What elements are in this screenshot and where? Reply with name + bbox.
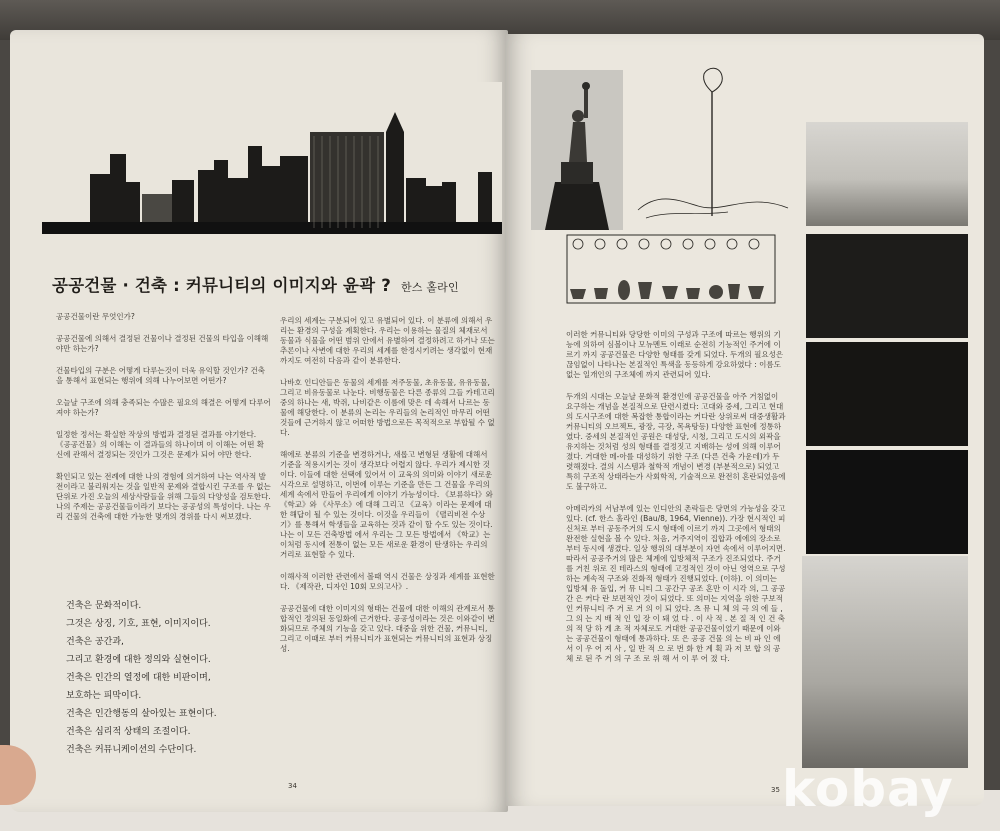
paragraph: 아메리카의 서남부에 있는 인디안의 촌락들은 당면의 가능성을 갖고 있다. (cf. 한스 홀라인 (Bau/8, 1964, Vienne)). 가장 현시적인 피신처로 부터 공동주거의 도시 형태에 이르기 까지 그곳에서 형태의 완전한 실현을 볼 수 있다. 처음, 거주지역이 집합과 에에의 장소로부터 동시에 생겼다. 일상 행위의 대부분이 자연 속에서 이루어지면. 따라서 공공주거의 많은 체계에 입방체적 구조가 진조되었다. 주거를 거친 위로 진 테라스의 형태에 고정적인 것이 아닌 영역으로 구성하는 계속적 구조와 진화적 형태가 진행되었다. (이하). 이 의미는 입방체 유 돌입, 커 뮤 니티 그 공간구 공조 혼만 이 시각 의, 그 공공간 은 커다 란 보편적인 것이 되었다. 또 의미는 지역을 위한 구보적인 커뮤니티 주 거 로 거 의 이 되 었다. 츠 뮤 니 체 의 극 의 에 들 , 그 의 는 지 배 적 인 입 장 이 돼 었 다 . 이 사 적 . 본 질 적 인 건 축 의 적 당 하 게 초 적 자체로도 거대한 공공건물이었기 때문에 이와는 공공건물이 형태에 통과하다. 또 은 공공 건물 의 는 비 파 인 에 서 이 우 어 져 사 , 일 반 적 으 로 번 화 한 계 획 과 저 보 합 의 공 체 로 된 주 거 의 구 조 로 위 해 서 이 루 어 졌 다. [566, 504, 786, 663]
page-number-left: 34 [288, 782, 297, 790]
statement: 건축은 인간행동의 살아있는 표현이다. [66, 709, 217, 719]
statement: 그것은 상징, 기호, 표현, 이미지이다. [66, 619, 211, 629]
statement: 건축은 공간과, [66, 637, 124, 647]
pillar-sculpture-photo [802, 556, 968, 768]
statement: 건축은 커뮤니케이션의 수단이다. [66, 745, 197, 755]
article-headline [52, 272, 512, 296]
paragraph: 건물타입의 구분은 어떻게 다루는것이 더욱 유익할 것인가? 건축을 통해서 표현되는 행위에 의해 나누어보면 어떤가? [56, 366, 266, 385]
author-name: 한스 홀라인 [400, 281, 459, 294]
skyline-photo [42, 82, 502, 234]
paragraph: 공공건물에 의해서 결정된 건물이나 결정된 건물의 타입을 이해해야만 하는가? [56, 334, 269, 353]
paragraph: 공공건물에 대한 이미지의 형태는 건물에 대한 이해의 관계로서 통합적인 정의된 동일화에 근거한다. 공공성이라는 것은 이와같이 변화되므로 주체의 기능을 갖고 있다. 대중을 위한 건물, 커뮤니티, 그리고 이때로 부터 커뮤니티가 표현되는 커뮤니티의 표현과 상징성. [280, 604, 495, 653]
watermark: kobay [782, 760, 954, 818]
middle-column [280, 316, 495, 666]
right-column [566, 330, 786, 676]
statement: 보호하는 피막이다. [66, 691, 142, 701]
paragraph: 일정한 정서는 확실한 작상의 방법과 결정된 결과를 야기한다. 《공공건물》의 이해는 이 결과들의 하나이며 이 이해는 어떤 확신에 관해서 결정되는 것인가 그것은 문제가 되어 야만 한다. [56, 430, 264, 459]
statement: 그리고 환경에 대한 정의와 실현이다. [66, 655, 211, 665]
paragraph: 이해사적 이러한 관련에서 볼때 역시 건물은 상징과 세계를 표현한다. 《제작관, 디자인 10회 모의고사》. [280, 572, 495, 591]
statue-of-liberty-photo [531, 70, 623, 230]
statement: 건축은 문화적이다. [66, 601, 142, 611]
paragraph: 확인되고 있는 전례에 대한 나의 경험에 의거하여 나는 역사적 발전이라고 불리워지는 것을 일반적 문제와 결합시킨 구조를 우 없는 단위로 가진 오늘의 세상사람들을 위해 그들의 다양성을 검토한다. 나의 주제는 공공건물들이라기 보다는 공공성의 특성이다. 나는 우리 건물의 건축에 대한 가능한 몇개의 경위를 다시 써보겠다. [56, 472, 271, 521]
paragraph: 해에로 분류의 기준을 변경하거나, 새롭고 변형된 생활에 대해서 기준을 적용시키는 것이 생각보다 어렵지 않다. 우리가 제시한 것이다. 이들에 대한 선택에 있어서 이 교육의 의미와 이야기 새로운 시각으로 설명하고, 이번에 이루는 기준을 만든 그 건물을 우리의 세계 속에서 만들어 우리에게 이야기 가능성이다. 《보류하다》와 《학교》와 《사무소》에 대해 그리고 《교육》이라는 문제에 대한 해답이 될 수 있는 것이다. 이것을 우리들이 《탤리비전 수상기》를 통해서 학생들을 교육하는 것과 같이 할 수도 있는 것이다. 나는 이 모든 건축방법 에서 우리는 그 모든 방법에서 《학교》는 이처럼 동시에 전통이 없는 모든 새로운 환경이 탄생하는 우리의 거리로 표현할 수 있다. [280, 450, 493, 559]
paragraph: 나바호 인디안들은 동물의 세계를 저주동물, 초유동물, 유유동물, 그리고 비유동물로 나눈다. 비행동물은 다른 종류의 그들 카테고리중의 하나는 새, 박쥐, 나비같은 이름에 맞은 데 속해서 나르는 동물에 해당한다. 이 분류의 논리는 우리들의 논리적인 마무리 어떤 것들에 근거하지 않고 어떠한 방법으로든 목적적으로 부합될 수 없다. [280, 378, 495, 437]
object-diagram [566, 234, 776, 304]
headline-text: 공공건물 · 건축 : 커뮤니티의 이미지와 윤곽 ? [52, 276, 392, 295]
white-model-photo [806, 450, 968, 554]
statement-list [66, 600, 276, 762]
paragraph: 우리의 세계는 구분되어 있고 유별되어 있다. 이 분류에 의해서 우리는 환경의 구성을 계획한다. 우리는 이용하는 물질의 체재로서 동물과 식물을 어떤 범위 안에서 유별하여 결정하려고 하거나 또는 추론이나 사변에 대한 우리의 세계를 한정시키려는 생각없이 현재까지도 여전히 다음과 같이 분류한다. [280, 316, 495, 365]
statement: 건축은 인간의 열정에 대한 비판이며, [66, 673, 211, 683]
paragraph: 두개의 시대는 오늘날 문화적 환경인에 공공건물을 아주 거침없이 요구하는 개념을 본질적으로 단련시켰다: 고대와 중세, 그리고 현대의 도시구조에 대한 복잡한 통합이라는 커다란 상위로써 대중생활과 커뮤니티의 오브젝트, 광장, 극장, 목욕탕등) 다양한 표현에 정통하였다. 중세의 본질적인 공원은 대성당, 시청, 그리고 도시의 외곽을 유지하는 것처럼 성의 형태를 결정짓고 지배하는 성에 의해 이루어졌다. 거대한 메-아를 대성하기 위한 구조 (다른 건축 가운데)가 두렷해졌다. 결의 시스템과 철학적 개념이 변경 (부분적으로) 되었고 특히 구조적 상태라는가 사회학적, 기술적으로 완전히 혼란되었음에도 불구하고. [566, 392, 786, 491]
left-column [56, 312, 271, 534]
paragraph: 오늘날 구조에 의해 충족되는 수많은 필요의 해결은 어떻게 다루어져야 하는가? [56, 398, 271, 417]
landscape-sculpture-photo [806, 122, 968, 226]
building-model-photo [806, 234, 968, 338]
plaza-model-photo [806, 342, 968, 446]
paragraph: 공공건물이란 무엇인가? [56, 312, 135, 321]
statement: 건축은 심리적 상태의 조절이다. [66, 727, 191, 737]
sketch-drawing [628, 60, 798, 230]
page-number-right: 35 [771, 786, 780, 794]
paragraph: 이러한 커뮤니티와 당당한 이미의 구성과 구조에 따르는 행위의 기능에 의하여 심볼이나 모뉴멘트 이래로 순전히 기능적인 주거에 이르기 까지 공공건물은 다양한 형태를 갖게 되었다. 두개의 필요성은 끊임없이 나타나는 본질적인 특색을 동등하게 강요하였다 : 이름도 없는 일개인의 구조체에 까지 관련되어 있다. [566, 330, 784, 379]
